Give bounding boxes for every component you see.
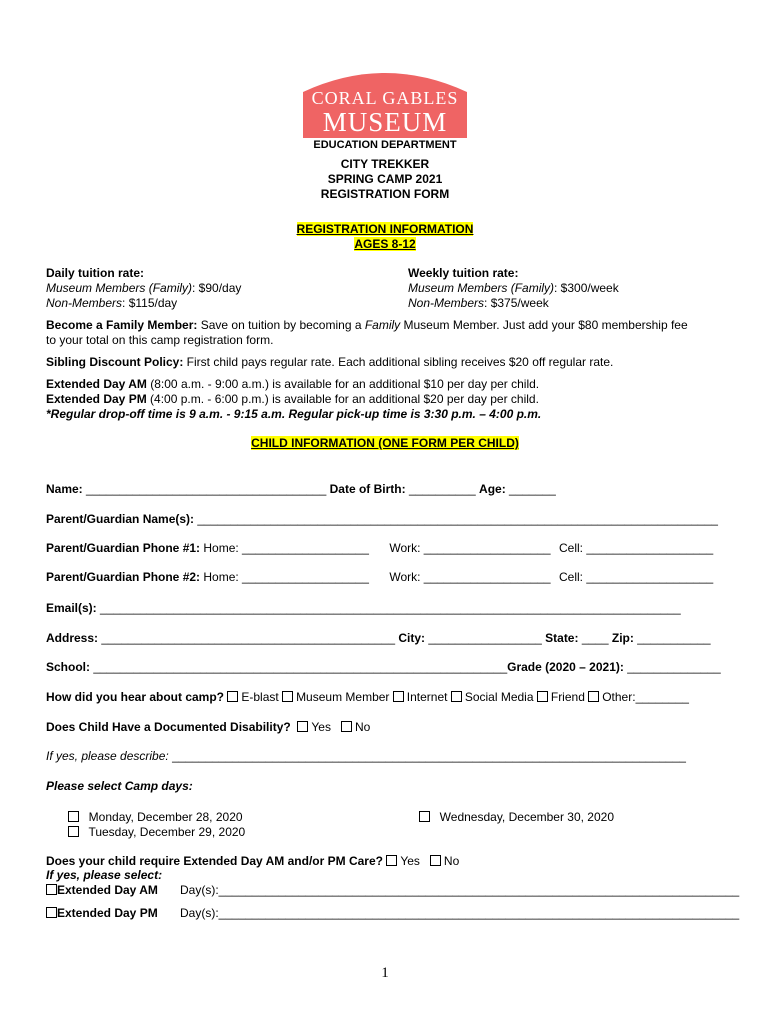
- daily-members-label: Museum Members (Family): [46, 281, 193, 295]
- checkbox-social-media[interactable]: [451, 691, 462, 702]
- checkbox-extended-pm[interactable]: [46, 907, 57, 918]
- extended-am-label: Extended Day AM: [57, 883, 158, 897]
- registration-heading-line1: REGISTRATION INFORMATION: [296, 222, 474, 236]
- hear-about-row: [46, 690, 746, 704]
- child-info-heading-text: CHILD INFORMATION (ONE FORM PER CHILD): [251, 436, 519, 450]
- daily-non-label: Non-Members: [46, 296, 123, 310]
- extended-pm-label: Extended Day PM: [57, 906, 158, 920]
- title-line2: SPRING CAMP 2021: [327, 172, 443, 186]
- page-title: [235, 157, 535, 202]
- option-museum-member: Museum Member: [296, 690, 390, 704]
- option-eblast: E-blast: [241, 690, 279, 704]
- option-internet: Internet: [406, 690, 448, 704]
- checkbox-wednesday[interactable]: [419, 811, 430, 822]
- day-wednesday-label: Wednesday, December 30, 2020: [439, 810, 614, 824]
- department-label: EDUCATION DEPARTMENT: [313, 139, 457, 151]
- hear-label: How did you hear about camp?: [46, 690, 225, 704]
- extended-care-question: Does your child require Extended Day AM and/or PM Care?: [46, 854, 383, 868]
- name-row: [46, 482, 746, 496]
- weekly-tuition: [408, 266, 748, 311]
- zip-field[interactable]: ___________: [633, 631, 711, 645]
- extended-pm-text: (4:00 p.m. - 6:00 p.m.) is available for an additional $20 per day per child.: [146, 392, 539, 406]
- email-row: [46, 601, 746, 615]
- name-field[interactable]: ____________________________________: [82, 482, 330, 496]
- describe-row: [46, 749, 746, 763]
- child-info-heading: [185, 436, 585, 451]
- describe-field[interactable]: _____________________________________________________________________________: [168, 749, 686, 763]
- family-member-note: [46, 318, 736, 348]
- museum-logo: [299, 68, 471, 138]
- school-field[interactable]: ______________________________________________________________: [90, 660, 508, 674]
- parent-name-label: Parent/Guardian Name(s):: [46, 512, 195, 526]
- phone2-home-field[interactable]: Home: ___________________: [200, 570, 369, 584]
- checkbox-extended-am[interactable]: [46, 884, 57, 895]
- daily-members-value: : $90/day: [192, 281, 242, 295]
- disability-no-label: No: [355, 720, 371, 734]
- extended-yes-label: Yes: [400, 854, 420, 868]
- grade-label: Grade (2020 – 2021):: [507, 660, 624, 674]
- extended-am-text: (8:00 a.m. - 9:00 a.m.) is available for an additional $10 per day per child.: [146, 377, 540, 391]
- city-label: City:: [398, 631, 426, 645]
- checkbox-museum-member[interactable]: [282, 691, 293, 702]
- checkbox-disability-yes[interactable]: [297, 721, 308, 732]
- phone1-label: Parent/Guardian Phone #1:: [46, 541, 201, 555]
- checkbox-extended-no[interactable]: [430, 855, 441, 866]
- family-bold: Become a Family Member:: [46, 318, 198, 332]
- age-field[interactable]: _______: [505, 482, 556, 496]
- logo-line2: MUSEUM: [322, 107, 448, 137]
- disability-label: Does Child Have a Documented Disability?: [46, 720, 291, 734]
- grade-field[interactable]: ______________: [623, 660, 721, 674]
- weekly-members-value: : $300/week: [554, 281, 619, 295]
- disability-row: [46, 720, 746, 734]
- daily-non-value: : $115/day: [122, 296, 178, 310]
- phone1-cell-field[interactable]: Cell: ___________________: [559, 541, 714, 555]
- zip-label: Zip:: [611, 631, 634, 645]
- logo-line1: CORAL GABLES: [311, 88, 459, 108]
- name-label: Name:: [46, 482, 83, 496]
- family-text2: Museum Member. Just add your $80 membership fee: [400, 318, 688, 332]
- dropoff-note: *Regular drop-off time is 9 a.m. - 9:15 a.m. Regular pick-up time is 3:30 p.m. – 4:00 p.m.: [46, 407, 542, 421]
- day-option-tuesday: [68, 825, 245, 839]
- checkbox-extended-yes[interactable]: [386, 855, 397, 866]
- family-italic: Family: [364, 318, 401, 332]
- day-option-wednesday: [419, 810, 614, 824]
- disability-yes-label: Yes: [311, 720, 331, 734]
- school-label: School:: [46, 660, 90, 674]
- option-other[interactable]: Other:________: [602, 690, 689, 704]
- extended-pm-days-field[interactable]: ______________________________________________________________________________: [218, 906, 740, 920]
- weekly-non-label: Non-Members: [408, 296, 485, 310]
- extended-am-days-label: Day(s):: [180, 883, 219, 897]
- phone2-cell-field[interactable]: Cell: ___________________: [559, 570, 714, 584]
- weekly-members-label: Museum Members (Family): [408, 281, 555, 295]
- family-text1: Save on tuition by becoming a: [197, 318, 365, 332]
- title-line1: CITY TREKKER: [340, 157, 430, 171]
- checkbox-tuesday[interactable]: [68, 826, 79, 837]
- extended-pm-days-label: Day(s):: [180, 906, 219, 920]
- dob-label: Date of Birth:: [329, 482, 406, 496]
- city-field[interactable]: _________________: [425, 631, 546, 645]
- state-field[interactable]: ____: [578, 631, 612, 645]
- extended-am-days-row: [180, 883, 739, 897]
- address-row: [46, 631, 746, 645]
- extended-pm-bold: Extended Day PM: [46, 392, 147, 406]
- option-friend: Friend: [550, 690, 585, 704]
- phone2-label: Parent/Guardian Phone #2:: [46, 570, 201, 584]
- family-line2: to your total on this camp registration form.: [46, 333, 274, 347]
- school-row: [46, 660, 746, 674]
- extended-am-days-field[interactable]: ______________________________________________________________________________: [218, 883, 740, 897]
- title-line3: REGISTRATION FORM: [320, 187, 450, 201]
- day-tuesday-label: Tuesday, December 29, 2020: [88, 825, 246, 839]
- checkbox-friend[interactable]: [537, 691, 548, 702]
- parent-name-row: [46, 512, 746, 526]
- checkbox-monday[interactable]: [68, 811, 79, 822]
- checkbox-other[interactable]: [588, 691, 599, 702]
- sibling-policy: [46, 355, 736, 370]
- state-label: State:: [545, 631, 579, 645]
- daily-tuition-label: Daily tuition rate:: [46, 266, 145, 280]
- day-monday-label: Monday, December 28, 2020: [88, 810, 243, 824]
- sibling-text: First child pays regular rate. Each additional sibling receives $20 off regular rate.: [183, 355, 614, 369]
- camp-days-label: Please select Camp days:: [46, 779, 193, 793]
- page-number: 1: [381, 965, 389, 981]
- daily-tuition: [46, 266, 386, 311]
- phone1-work-field[interactable]: Work: ___________________: [386, 541, 551, 555]
- checkbox-internet[interactable]: [393, 691, 404, 702]
- parent-name-field[interactable]: ______________________________________________________________________________: [194, 512, 718, 526]
- extended-am-row: [46, 883, 158, 897]
- dob-field[interactable]: __________: [405, 482, 480, 496]
- phone2-work-field[interactable]: Work: ___________________: [386, 570, 551, 584]
- option-social-media: Social Media: [464, 690, 534, 704]
- extended-pm-row: [46, 906, 158, 920]
- sibling-bold: Sibling Discount Policy:: [46, 355, 184, 369]
- phone1-home-field[interactable]: Home: ___________________: [200, 541, 369, 555]
- extended-pm-days-row: [180, 906, 739, 920]
- registration-heading: [235, 222, 535, 252]
- age-label: Age:: [479, 482, 506, 496]
- if-yes-select-label: If yes, please select:: [46, 868, 163, 882]
- email-field[interactable]: _______________________________________________________________________________________: [96, 601, 681, 615]
- weekly-non-value: : $375/week: [484, 296, 549, 310]
- address-label: Address:: [46, 631, 99, 645]
- extended-care-row: [46, 854, 746, 868]
- registration-heading-line2: AGES 8-12: [354, 237, 416, 251]
- weekly-tuition-label: Weekly tuition rate:: [408, 266, 519, 280]
- checkbox-eblast[interactable]: [227, 691, 238, 702]
- extended-am-bold: Extended Day AM: [46, 377, 147, 391]
- email-label: Email(s):: [46, 601, 97, 615]
- extended-no-label: No: [443, 854, 460, 868]
- day-option-monday: [68, 810, 243, 824]
- address-field[interactable]: ____________________________________________: [98, 631, 399, 645]
- extended-day-info: [46, 377, 746, 422]
- checkbox-disability-no[interactable]: [341, 721, 352, 732]
- describe-label: If yes, please describe:: [46, 749, 169, 763]
